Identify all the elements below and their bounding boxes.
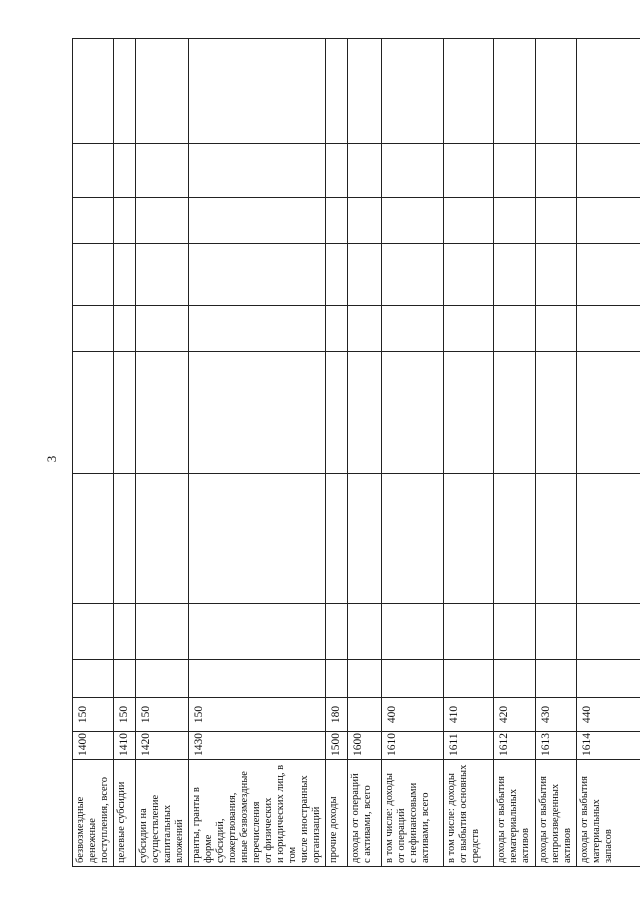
value-cell	[536, 604, 577, 660]
value-cell	[536, 244, 577, 306]
row-code: 1410	[114, 732, 136, 760]
value-cell	[444, 660, 494, 698]
value-cell	[536, 660, 577, 698]
value-cell	[73, 39, 114, 144]
value-cell	[494, 144, 536, 198]
value-cell	[536, 352, 577, 474]
value-cell	[348, 306, 382, 352]
row-code: 1500	[326, 732, 348, 760]
value-cell	[444, 39, 494, 144]
value-cell	[326, 474, 348, 604]
value-cell	[382, 198, 444, 244]
value-cell	[189, 306, 326, 352]
value-cell	[494, 306, 536, 352]
value-cell	[348, 604, 382, 660]
value-cell	[382, 604, 444, 660]
value-cell	[114, 144, 136, 198]
value-cell	[136, 660, 189, 698]
value-cell	[348, 660, 382, 698]
value-cell	[73, 144, 114, 198]
value-cell	[189, 474, 326, 604]
row-name: доходы от выбытия материальных запасов	[577, 760, 640, 867]
row-code: 1400	[73, 732, 114, 760]
value-cell	[348, 144, 382, 198]
value-cell	[444, 144, 494, 198]
row-kosgu: 400	[382, 698, 444, 732]
value-cell	[114, 604, 136, 660]
value-cell	[326, 39, 348, 144]
value-cell	[73, 604, 114, 660]
value-cell	[577, 474, 640, 604]
value-cell	[189, 144, 326, 198]
value-cell	[382, 474, 444, 604]
value-cell	[494, 352, 536, 474]
value-cell	[382, 244, 444, 306]
row-code: 1430	[189, 732, 326, 760]
value-cell	[136, 198, 189, 244]
value-cell	[536, 306, 577, 352]
value-cell	[136, 306, 189, 352]
table-row	[382, 39, 444, 867]
value-cell	[577, 144, 640, 198]
value-cell	[577, 660, 640, 698]
value-cell	[326, 244, 348, 306]
row-name: доходы от выбытия непроизведенных активов	[536, 760, 577, 867]
row-kosgu: 150	[114, 698, 136, 732]
value-cell	[136, 39, 189, 144]
row-name: доходы от операций с активами, всего	[348, 760, 382, 867]
value-cell	[382, 39, 444, 144]
value-cell	[444, 244, 494, 306]
value-cell	[189, 660, 326, 698]
value-cell	[189, 198, 326, 244]
row-kosgu: 150	[189, 698, 326, 732]
table-row	[326, 39, 348, 867]
value-cell	[382, 306, 444, 352]
row-code: 1600	[348, 732, 382, 760]
value-cell	[326, 144, 348, 198]
row-name: в том числе: доходы от операций с нефинансовыми активами, всего	[382, 760, 444, 867]
value-cell	[326, 660, 348, 698]
row-kosgu: 410	[444, 698, 494, 732]
page-number: 3	[44, 455, 59, 463]
value-cell	[577, 39, 640, 144]
value-cell	[577, 604, 640, 660]
value-cell	[114, 244, 136, 306]
row-kosgu: 440	[577, 698, 640, 732]
row-name: прочие доходы	[326, 760, 348, 867]
value-cell	[189, 39, 326, 144]
value-cell	[577, 352, 640, 474]
value-cell	[189, 352, 326, 474]
value-cell	[536, 39, 577, 144]
table-row	[348, 39, 382, 867]
value-cell	[348, 198, 382, 244]
value-cell	[73, 306, 114, 352]
value-cell	[444, 474, 494, 604]
value-cell	[577, 198, 640, 244]
value-cell	[73, 474, 114, 604]
value-cell	[189, 244, 326, 306]
income-table	[72, 38, 640, 867]
row-name: гранты, гранты в форме субсидий, пожертвования, иные безвозмездные перечисления от физических и юридических лиц, в том числе иностранных организаций	[189, 760, 326, 867]
row-code: 1611	[444, 732, 494, 760]
row-name: субсидии на осуществление капитальных вложений	[136, 760, 189, 867]
value-cell	[326, 352, 348, 474]
value-cell	[73, 660, 114, 698]
value-cell	[494, 39, 536, 144]
value-cell	[114, 198, 136, 244]
value-cell	[536, 144, 577, 198]
value-cell	[326, 306, 348, 352]
row-code: 1614	[577, 732, 640, 760]
value-cell	[577, 306, 640, 352]
table-row	[577, 39, 640, 867]
table-row	[73, 39, 114, 867]
value-cell	[136, 144, 189, 198]
row-code: 1420	[136, 732, 189, 760]
value-cell	[348, 244, 382, 306]
value-cell	[382, 352, 444, 474]
value-cell	[494, 198, 536, 244]
value-cell	[577, 244, 640, 306]
table-row	[536, 39, 577, 867]
row-kosgu: 150	[136, 698, 189, 732]
value-cell	[136, 352, 189, 474]
row-kosgu: 430	[536, 698, 577, 732]
value-cell	[114, 474, 136, 604]
value-cell	[382, 144, 444, 198]
value-cell	[189, 604, 326, 660]
value-cell	[444, 306, 494, 352]
value-cell	[114, 660, 136, 698]
table-row	[444, 39, 494, 867]
value-cell	[73, 352, 114, 474]
row-kosgu: 150	[73, 698, 114, 732]
row-code: 1610	[382, 732, 444, 760]
value-cell	[326, 604, 348, 660]
value-cell	[348, 39, 382, 144]
row-kosgu	[348, 698, 382, 732]
value-cell	[136, 244, 189, 306]
table-row	[189, 39, 326, 867]
row-name: доходы от выбытия нематериальных активов	[494, 760, 536, 867]
value-cell	[114, 306, 136, 352]
row-kosgu: 180	[326, 698, 348, 732]
row-name: безвозмездные денежные поступления, всего	[73, 760, 114, 867]
value-cell	[536, 198, 577, 244]
value-cell	[444, 198, 494, 244]
value-cell	[382, 660, 444, 698]
row-code: 1613	[536, 732, 577, 760]
value-cell	[494, 474, 536, 604]
value-cell	[73, 244, 114, 306]
financial-plan-table-rotated	[72, 39, 614, 867]
value-cell	[494, 604, 536, 660]
row-code: 1612	[494, 732, 536, 760]
value-cell	[536, 474, 577, 604]
row-kosgu: 420	[494, 698, 536, 732]
value-cell	[494, 660, 536, 698]
value-cell	[444, 604, 494, 660]
value-cell	[326, 198, 348, 244]
table-row	[114, 39, 136, 867]
value-cell	[73, 198, 114, 244]
value-cell	[348, 352, 382, 474]
table-row	[136, 39, 189, 867]
value-cell	[348, 474, 382, 604]
value-cell	[444, 352, 494, 474]
row-name: в том числе: доходы от выбытия основных средств	[444, 760, 494, 867]
value-cell	[114, 39, 136, 144]
table-row	[494, 39, 536, 867]
value-cell	[136, 604, 189, 660]
value-cell	[114, 352, 136, 474]
value-cell	[494, 244, 536, 306]
row-name: целевые субсидии	[114, 760, 136, 867]
value-cell	[136, 474, 189, 604]
